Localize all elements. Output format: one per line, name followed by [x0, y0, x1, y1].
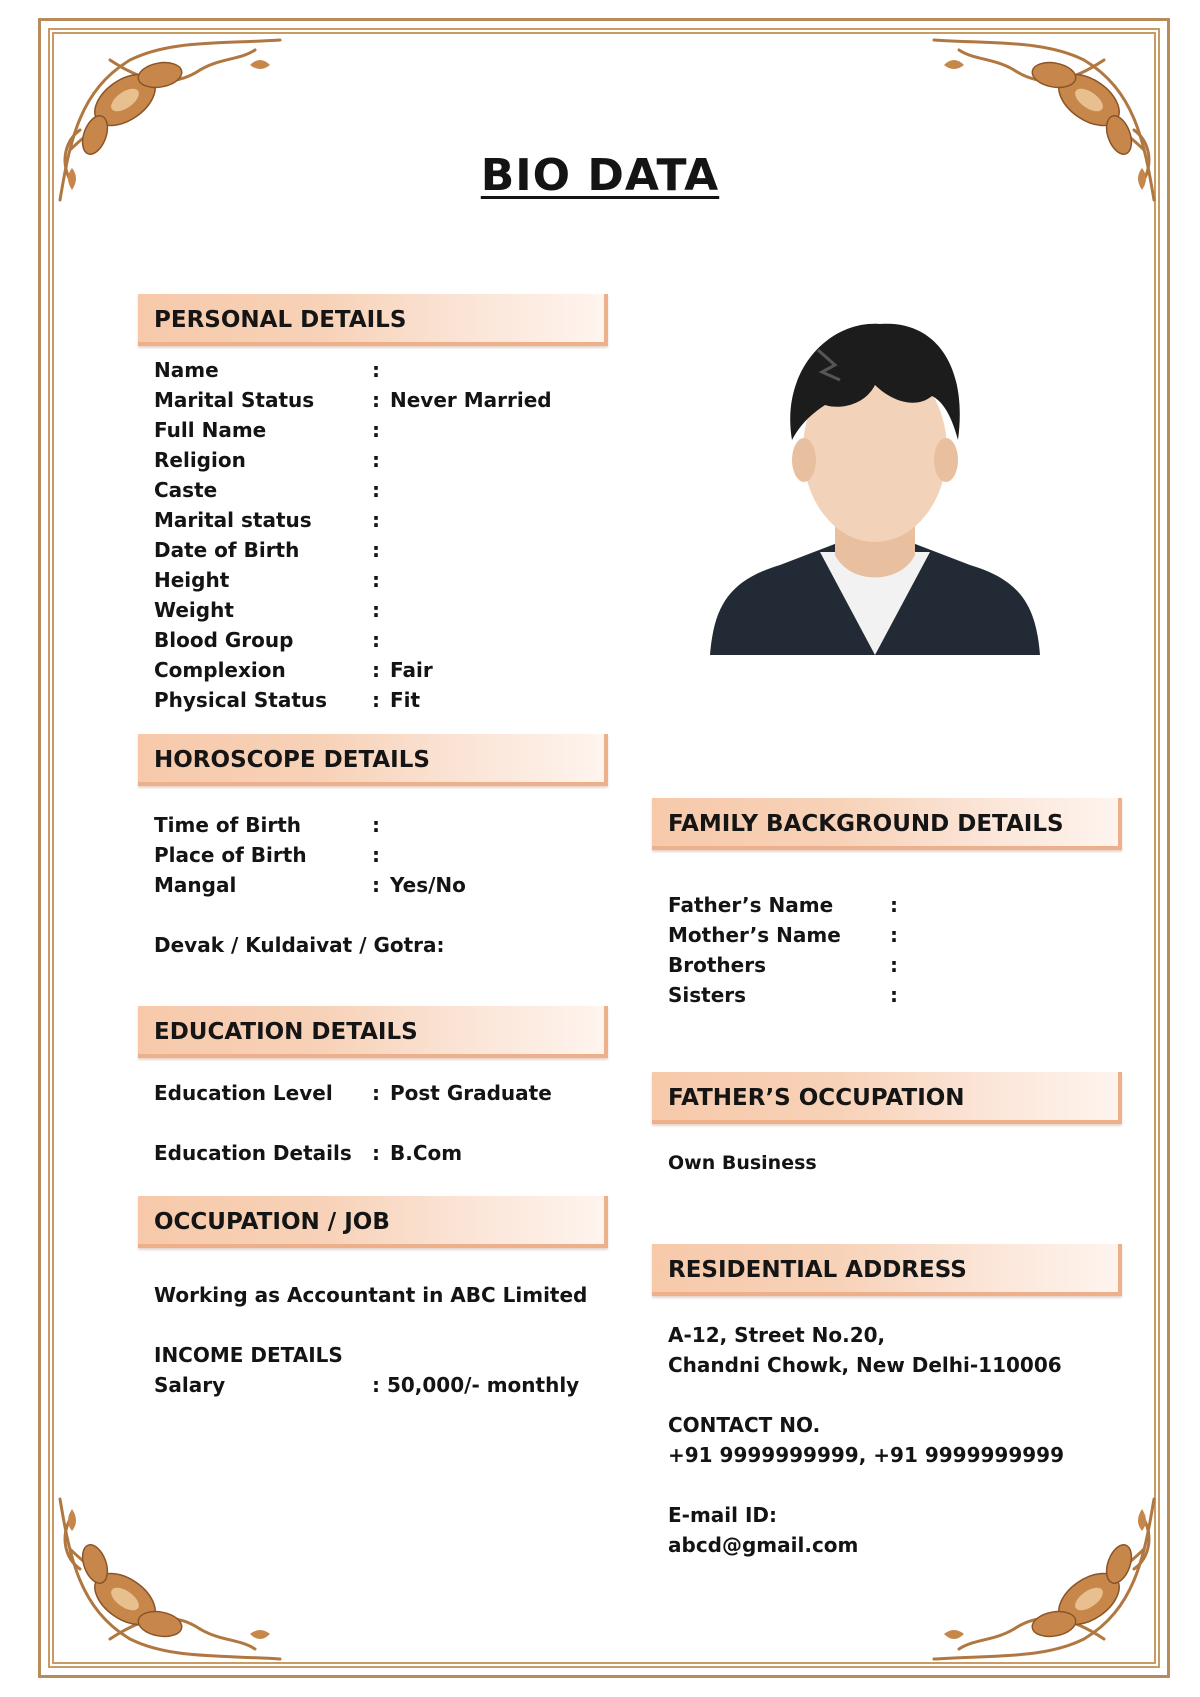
row-label: Mangal — [154, 873, 237, 897]
row-label: Time of Birth — [154, 813, 302, 837]
row-value: Post Graduate — [390, 1081, 552, 1105]
row-label: Full Name — [154, 418, 267, 442]
personal-details-header: PERSONAL DETAILS — [138, 294, 608, 346]
list-item — [154, 505, 614, 535]
list-item — [154, 685, 614, 715]
row-label: Mother’s Name — [668, 923, 841, 947]
list-item — [668, 890, 1088, 920]
person-avatar-icon — [700, 310, 1050, 660]
page-title: BIO DATA — [480, 150, 720, 201]
row-label: Education Level — [154, 1081, 333, 1105]
salary-value: : 50,000/- monthly — [372, 1373, 580, 1397]
row-separator: : — [372, 448, 380, 472]
row-value: Fit — [390, 688, 421, 712]
row-separator: : — [890, 983, 898, 1007]
row-label: Complexion — [154, 658, 286, 682]
family-background-header: FAMILY BACKGROUND DETAILS — [652, 798, 1122, 850]
list-item — [154, 1078, 614, 1108]
list-item — [154, 385, 614, 415]
row-separator: : — [372, 843, 380, 867]
row-label: Name — [154, 358, 219, 382]
row-label: Blood Group — [154, 628, 294, 652]
row-value: Never Married — [390, 388, 552, 412]
floral-corner-icon — [914, 1479, 1164, 1669]
row-label: Father’s Name — [668, 893, 834, 917]
row-label: Marital Status — [154, 388, 315, 412]
email-value[interactable]: abcd@gmail.com — [668, 1533, 859, 1557]
list-item — [668, 980, 1088, 1010]
row-separator: : — [890, 893, 898, 917]
address-line-1: A-12, Street No.20, — [668, 1323, 886, 1347]
row-label: Weight — [154, 598, 234, 622]
list-item — [154, 415, 614, 445]
row-separator: : — [372, 813, 380, 837]
row-separator: : — [372, 568, 380, 592]
row-value: B.Com — [390, 1141, 463, 1165]
list-item — [154, 655, 614, 685]
row-label: Marital status — [154, 508, 312, 532]
row-label: Date of Birth — [154, 538, 300, 562]
residential-address-header: RESIDENTIAL ADDRESS — [652, 1244, 1122, 1296]
list-item — [154, 870, 614, 900]
row-separator: : — [372, 538, 380, 562]
occupation-text: Working as Accountant in ABC Limited — [154, 1283, 588, 1307]
row-separator: : — [372, 418, 380, 442]
list-item — [154, 355, 614, 385]
row-value: Yes/No — [390, 873, 466, 897]
row-separator: : — [890, 953, 898, 977]
row-label: Caste — [154, 478, 218, 502]
row-value: Fair — [390, 658, 433, 682]
father-occupation-text: Own Business — [668, 1152, 817, 1174]
row-separator: : — [372, 628, 380, 652]
occupation-header: OCCUPATION / JOB — [138, 1196, 608, 1248]
row-separator: : — [890, 923, 898, 947]
row-label: Height — [154, 568, 230, 592]
list-item — [154, 475, 614, 505]
contact-value: +91 9999999999, +91 9999999999 — [668, 1443, 1064, 1467]
list-item — [154, 565, 614, 595]
row-label: Education Details — [154, 1141, 352, 1165]
list-item — [154, 840, 614, 870]
salary-label: Salary — [154, 1373, 226, 1397]
row-separator: : — [372, 1081, 380, 1105]
row-separator: : — [372, 873, 380, 897]
list-item — [154, 595, 614, 625]
row-label: Sisters — [668, 983, 747, 1007]
row-separator: : — [372, 688, 380, 712]
list-item — [668, 920, 1088, 950]
list-item — [154, 1138, 614, 1168]
row-separator: : — [372, 1141, 380, 1165]
row-label: Brothers — [668, 953, 766, 977]
list-item — [154, 625, 614, 655]
gotra-label: Devak / Kuldaivat / Gotra: — [154, 933, 445, 957]
personal-details-list — [154, 355, 614, 715]
education-details-header: EDUCATION DETAILS — [138, 1006, 608, 1058]
list-item — [154, 445, 614, 475]
row-separator: : — [372, 358, 380, 382]
row-label: Physical Status — [154, 688, 328, 712]
row-separator: : — [372, 598, 380, 622]
contact-label: CONTACT NO. — [668, 1413, 821, 1437]
row-label: Place of Birth — [154, 843, 307, 867]
row-separator: : — [372, 658, 380, 682]
list-item — [154, 810, 614, 840]
row-separator: : — [372, 388, 380, 412]
row-separator: : — [372, 478, 380, 502]
floral-corner-icon — [50, 1479, 300, 1669]
address-line-2: Chandni Chowk, New Delhi-110006 — [668, 1353, 1062, 1377]
family-details-list — [668, 890, 1088, 1010]
horoscope-details-list — [154, 810, 614, 900]
horoscope-details-header: HOROSCOPE DETAILS — [138, 734, 608, 786]
list-item — [668, 950, 1088, 980]
email-label: E-mail ID: — [668, 1503, 778, 1527]
row-label: Religion — [154, 448, 246, 472]
row-separator: : — [372, 508, 380, 532]
income-details-label: INCOME DETAILS — [154, 1343, 343, 1367]
list-item — [154, 535, 614, 565]
father-occupation-header: FATHER’S OCCUPATION — [652, 1072, 1122, 1124]
